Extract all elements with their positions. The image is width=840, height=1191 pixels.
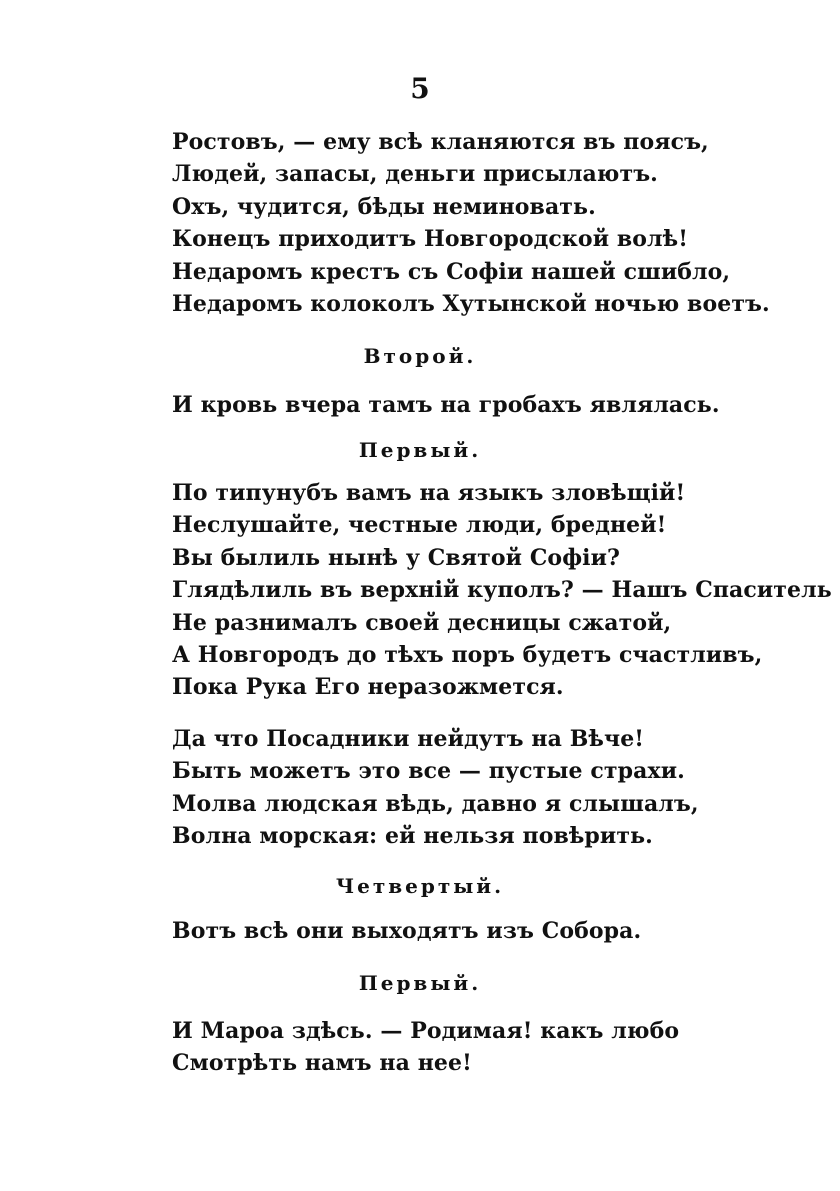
verse-line: Молва людская вѣдь, давно я слышалъ, <box>172 790 699 817</box>
speaker-heading: Четвертый. <box>335 874 505 898</box>
verse-line: По типунубъ вамъ на языкъ зловѣщій! <box>172 480 686 506</box>
stanza-3 <box>172 477 832 704</box>
verse-line: Да что Посадники нейдутъ на Вѣче! <box>172 726 645 752</box>
verse-line: Недаромъ крестъ съ Софіи нашей сшибло, <box>172 258 731 285</box>
verse-line: Не разнималъ своей десницы сжатой, <box>172 609 672 636</box>
verse-line: Конецъ приходитъ Новгородской волѣ! <box>172 226 688 253</box>
verse-line: Вотъ всѣ они выходятъ изъ Собора. <box>172 918 642 944</box>
page-number: 5 <box>410 72 430 105</box>
verse-line: А Новгородъ до тѣхъ поръ будетъ счастливъ, <box>172 642 763 669</box>
speaker-heading: Первый. <box>358 438 482 462</box>
verse-line: Быть можетъ это все — пустые страхи. <box>172 758 685 785</box>
verse-line: Людей, запасы, деньги присылаютъ. <box>172 161 658 188</box>
stanza-2 <box>172 389 812 421</box>
verse-line: Ростовъ, — ему всѣ кланяются въ поясъ, <box>172 129 709 155</box>
stanza-6 <box>172 1015 812 1080</box>
stanza-1 <box>172 126 812 320</box>
verse-line: И Мароа здѣсь. — Родимая! какъ любо <box>172 1018 680 1044</box>
verse-line: И кровь вчера тамъ на гробахъ являлась. <box>172 392 720 418</box>
verse-line: Охъ, чудится, бѣды неминовать. <box>172 193 596 220</box>
verse-line: Недаромъ колоколъ Хутынской ночью воетъ. <box>172 291 770 318</box>
speaker-heading: Второй. <box>363 344 477 368</box>
verse-line: Волна морская: ей нельзя повѣрить. <box>172 823 653 850</box>
verse-line: Неслушайте, честные люди, бредней! <box>172 512 667 539</box>
verse-line: Смотрѣть намъ на нее! <box>172 1050 472 1077</box>
verse-line: Пока Рука Его неразожмется. <box>172 674 564 701</box>
stanza-5 <box>172 915 812 947</box>
verse-line: Вы былиль нынѣ у Святой Софіи? <box>172 544 621 571</box>
speaker-heading: Первый. <box>358 971 482 995</box>
verse-line: Глядѣлиль въ верхній куполъ? — Нашъ Спаситель <box>172 577 832 604</box>
stanza-4 <box>172 723 812 853</box>
